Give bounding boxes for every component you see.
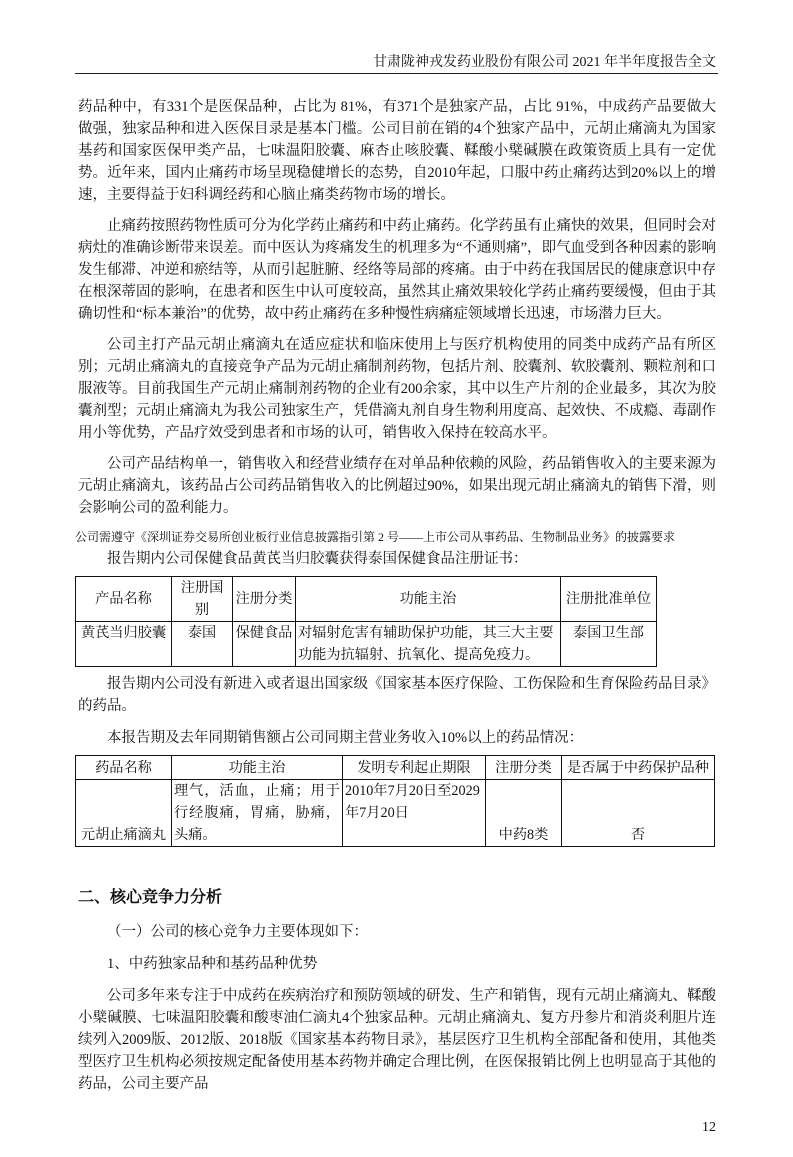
table-row [76,780,715,847]
health-food-table [75,576,657,667]
paragraph: 公司产品结构单一，销售收入和经营业绩存在对单品种依赖的风险，药品销售收入的主要来源为元胡止痛滴丸，该药品占公司药品销售收入的比例超过90%，如果出现元胡止痛滴丸的销售下滑，则会影响公司的盈利能力。 [78,456,716,516]
table-header-row [76,756,715,780]
section-heading: 二、核心竞争力分析 [78,889,223,906]
table-cell: 元胡止痛滴丸 [76,780,172,847]
disclosure-note: 公司需遵守《深圳证券交易所创业板行业信息披露指引第 2 号——上市公司从事药品、生物制品业务》的披露要求 [75,530,676,544]
column-header: 产品名称 [76,577,172,622]
table-header-row [76,577,657,622]
subsection-heading: （一）公司的核心竞争力主要体现如下： [107,924,368,940]
insurance-text: 报告期内公司没有新进入或者退出国家级《国家基本医疗保险、工伤保险和生育保险药品目录》的药品。 [78,676,716,714]
page-header: 甘肃陇神戎发药业股份有限公司 2021 年半年度报告全文 [373,55,716,70]
table-cell: 保健食品 [233,622,296,667]
column-header: 注册分类 [486,756,562,780]
column-header: 功能主治 [296,577,561,622]
paragraph: 公司多年来专注于中成药在疾病治疗和预防领域的研发、生产和销售，现有元胡止痛滴丸、鞣酸小檗碱膜、七味温阳胶囊和酸枣油仁滴丸4个独家品种。元胡止痛滴丸、复方丹参片和消炎利胆片连续列入2009版、2012版、2018版《国家基本药物目录》，基层医疗卫生机构全部配备和使用，其他类型医疗卫生机构必须按规定配备使用基本药物并确定合理比例，在医保报销比例上也明显高于其他的药品，公司主要产品 [78,988,716,1092]
column-header: 注册国别 [172,577,233,622]
table-row [76,622,657,667]
column-header: 功能主治 [172,756,343,780]
table-cell: 泰国 [172,622,233,667]
column-header: 注册批准单位 [561,577,657,622]
table-cell: 对辐射危害有辅助保护功能，其三大主要功能为抗辐射、抗氧化、提高免疫力。 [296,622,561,667]
column-header: 药品名称 [76,756,172,780]
column-header: 注册分类 [233,577,296,622]
table-cell: 理气，活血，止痛；用于行经腹痛，胃痛，胁痛，头痛。 [172,780,343,847]
top-drugs-table [75,755,715,847]
table-cell: 黄芪当归胶囊 [76,622,172,667]
column-header: 是否属于中药保护品种 [562,756,715,780]
table-cell: 泰国卫生部 [561,622,657,667]
page-content [75,0,718,1137]
paragraph: 止痛药按照药物性质可分为化学药止痛药和中药止痛药。化学药虽有止痛快的效果，但同时会对病灶的准确诊断带来误差。而中医认为疼痛发生的机理多为“不通则痛”，即气血受到各种因素的影响发生郁滞、冲逆和瘀结等，从而引起脏腑、经络等局部的疼痛。由于中药在我国居民的健康意识中存在根深蒂固的影响，在患者和医生中认可度较高，虽然其止痛效果较化学药止痛药要缓慢，但由于其确切性和“标本兼治”的优势，故中药止痛药在多种慢性病痛症领域增长迅速，市场潜力巨大。 [78,218,716,322]
table-cell: 2010年7月20日至2029年7月20日 [343,780,486,847]
column-header: 发明专利起止期限 [343,756,486,780]
paragraph: 公司主打产品元胡止痛滴丸在适应症状和临床使用上与医疗机构使用的同类中成药产品有所区别；元胡止痛滴丸的直接竞争产品为元胡止痛制剂药物，包括片剂、胶囊剂、软胶囊剂、颗粒剂和口服液等。目前我国生产元胡止痛制剂药物的企业有200余家，其中以生产片剂的企业最多，其次为胶囊剂型；元胡止痛滴丸为我公司独家生产，凭借滴丸剂自身生物利用度高、起效快、不成瘾、毒副作用小等优势，产品疗效受到患者和市场的认可，销售收入保持在较高水平。 [78,337,716,441]
health-food-intro: 报告期内公司保健食品黄芪当归胶囊获得泰国保健食品注册证书： [107,551,528,567]
table-cell: 否 [562,780,715,847]
item-heading: 1、中药独家品种和基药品种优势 [107,956,318,972]
paragraph: 药品种中，有331个是医保品种，占比为 81%，有371个是独家产品，占比 91%，中成药产品要做大做强，独家品种和进入医保目录是基本门槛。公司目前在销的4个独家产品中，元胡止痛滴丸为国家基药和国家医保甲类产品，七味温阳胶囊、麻杏止咳胶囊、鞣酸小檗碱膜在政策资质上具有一定优势。近年来，国内止痛药市场呈现稳健增长的态势，自2010年起，口服中药止痛药达到20%以上的增速，主要得益于妇科调经药和心脑止痛类药物市场的增长。 [78,99,716,203]
table-cell: 中药8类 [486,780,562,847]
top-drugs-intro: 本报告期及去年同期销售额占公司同期主营业务收入10%以上的药品情况： [107,730,584,746]
page-number: 12 [702,1120,716,1135]
